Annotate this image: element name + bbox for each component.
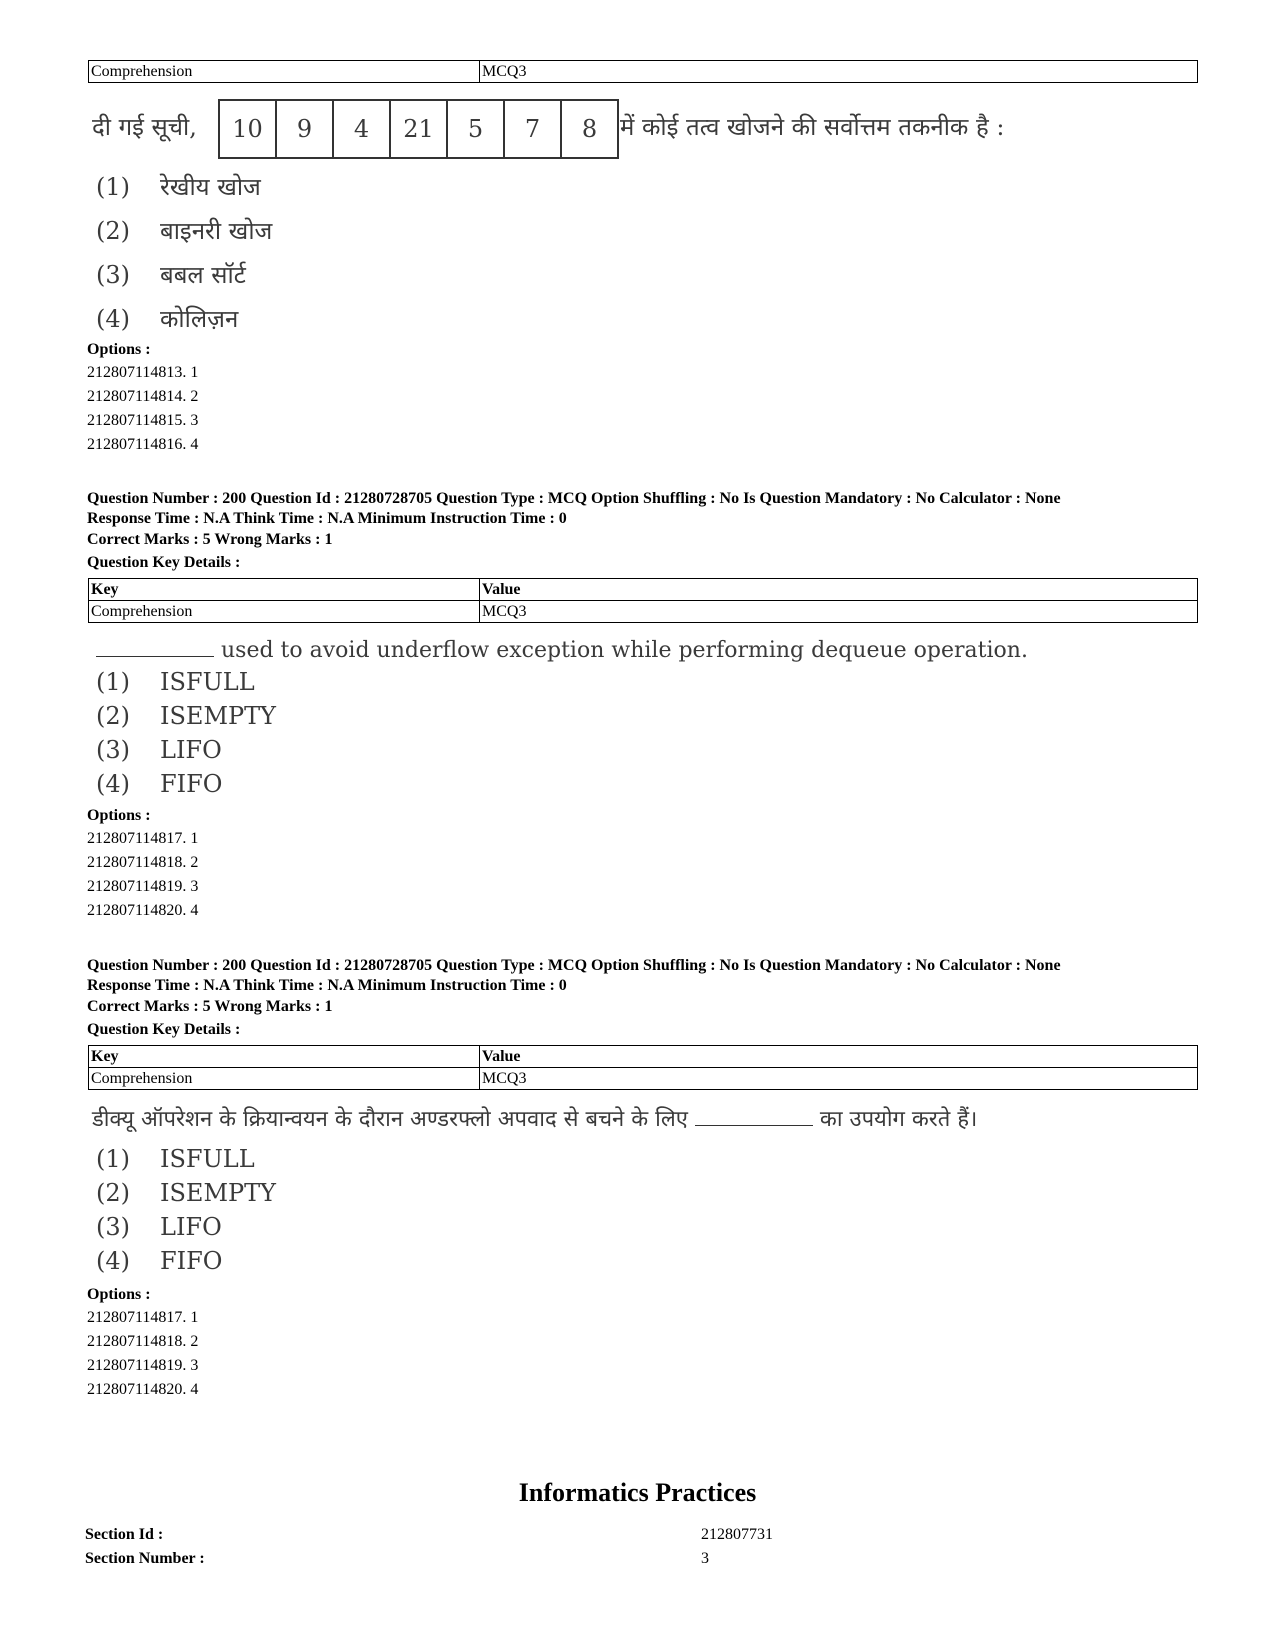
q1-list-array [218, 99, 619, 159]
option-item: 212807114813. 1 [87, 364, 199, 381]
choice-number: (1) [96, 1145, 130, 1173]
option-item: 212807114820. 4 [87, 902, 199, 919]
section-title: Informatics Practices [518, 1478, 757, 1507]
option-item: 212807114820. 4 [87, 1381, 199, 1398]
q1-prefix: दी गई सूची, [92, 113, 197, 141]
table-header-row [89, 579, 1198, 601]
q3-question-text-before: डीक्यू ऑपरेशन के क्रियान्वयन के दौरान अण्डरफ्लो अपवाद से बचने के लिए [92, 1107, 688, 1132]
option-item: 212807114815. 3 [87, 412, 199, 429]
question-meta-line2: Response Time : N.A Think Time : N.A Minimum Instruction Time : 0 [87, 510, 567, 527]
option-item: 212807114817. 1 [87, 1309, 199, 1326]
q3-question-text-after: का उपयोग करते हैं। [819, 1107, 978, 1132]
array-cell: 10 [220, 101, 277, 157]
array-cell: 8 [581, 115, 598, 143]
table-cell-key: Comprehension [89, 601, 480, 623]
q3-header [87, 956, 1061, 996]
choice-text: FIFO [160, 1247, 223, 1275]
array-cell: 5 [448, 101, 505, 157]
table-header-key: Key [89, 579, 480, 601]
choice-item [96, 1145, 276, 1179]
q2-choices [96, 668, 276, 804]
choice-text: ISEMPTY [160, 702, 277, 730]
choice-number: (3) [96, 261, 130, 289]
choice-text: LIFO [160, 1213, 222, 1241]
choice-number: (4) [96, 1247, 130, 1275]
option-item: 212807114818. 2 [87, 1333, 199, 1350]
question-meta-line2: Response Time : N.A Think Time : N.A Minimum Instruction Time : 0 [87, 977, 567, 994]
choice-item [96, 770, 276, 804]
choice-text: बाइनरी खोज [160, 217, 273, 245]
q2-options-list [87, 827, 198, 923]
choice-item [96, 302, 272, 342]
choice-number: (1) [96, 173, 130, 201]
q3-options-list [87, 1306, 198, 1402]
option-item: 212807114819. 3 [87, 1357, 199, 1374]
choice-item [96, 1179, 276, 1213]
choice-text: FIFO [160, 770, 223, 798]
q3-marks: Correct Marks : 5 Wrong Marks : 1 [87, 998, 333, 1015]
option-item: 212807114817. 1 [87, 830, 199, 847]
choice-number: (2) [96, 1179, 130, 1207]
choice-item [96, 702, 276, 736]
q3-question [92, 1103, 977, 1133]
choice-number: (3) [96, 1213, 130, 1241]
q2-header [87, 489, 1061, 529]
array-cell: 9 [277, 101, 334, 157]
table-cell-value: MCQ3 [480, 601, 1198, 623]
table-header-value: Value [480, 1046, 1198, 1068]
choice-text: LIFO [160, 736, 222, 764]
q2-question [96, 636, 1028, 663]
choice-item [96, 1247, 276, 1281]
option-item: 212807114818. 2 [87, 854, 199, 871]
choice-item [96, 258, 272, 302]
choice-item [96, 170, 272, 214]
q2-marks: Correct Marks : 5 Wrong Marks : 1 [87, 531, 333, 548]
table-row [89, 61, 1198, 83]
choice-text: ISEMPTY [160, 1179, 277, 1207]
section-number-value: 3 [701, 1550, 709, 1567]
choice-text: रेखीय खोज [160, 173, 261, 201]
q2-question-text: used to avoid underflow exception while performing dequeue operation. [221, 638, 1028, 663]
array-cell: 7 [505, 101, 562, 157]
section-id-label: Section Id : [85, 1526, 164, 1543]
q2-key-table [88, 578, 1198, 623]
table-row [89, 1068, 1198, 1090]
q1-options-list [87, 361, 198, 457]
option-item: 212807114819. 3 [87, 878, 199, 895]
table-cell-key: Comprehension [89, 61, 480, 83]
choice-text: बबल सॉर्ट [160, 261, 246, 289]
q2-options-label: Options : [87, 807, 151, 824]
choice-number: (2) [96, 702, 130, 730]
q3-key-details-label: Question Key Details : [87, 1021, 241, 1038]
question-meta-line1: Question Number : 200 Question Id : 21280728705 Question Type : MCQ Option Shuffling : No Is Question Mandatory : No Calculator : None [87, 957, 1061, 974]
q3-key-table [88, 1045, 1198, 1090]
answer-blank [96, 636, 214, 657]
array-cell: 4 [334, 101, 391, 157]
top-key-table [88, 60, 1198, 83]
section-number-label: Section Number : [85, 1550, 205, 1567]
q1-options-label: Options : [87, 341, 151, 358]
array-cell: 21 [391, 101, 448, 157]
q2-key-details-label: Question Key Details : [87, 554, 241, 571]
choice-item [96, 1213, 276, 1247]
table-cell-key: Comprehension [89, 1068, 480, 1090]
choice-text: कोलिज़न [160, 305, 239, 333]
choice-item [96, 668, 276, 702]
question-meta-line1: Question Number : 200 Question Id : 21280728705 Question Type : MCQ Option Shuffling : No Is Question Mandatory : No Calculator : None [87, 490, 1061, 507]
option-item: 212807114816. 4 [87, 436, 199, 453]
q1-suffix: में कोई तत्व खोजने की सर्वोत्तम तकनीक है : [620, 113, 1005, 141]
table-header-value: Value [480, 579, 1198, 601]
table-cell-value: MCQ3 [480, 1068, 1198, 1090]
section-id-value: 212807731 [701, 1526, 773, 1543]
choice-item [96, 736, 276, 770]
choice-item [96, 214, 272, 258]
choice-number: (1) [96, 668, 130, 696]
choice-number: (2) [96, 217, 130, 245]
answer-blank [695, 1105, 813, 1126]
choice-number: (4) [96, 770, 130, 798]
table-cell-value: MCQ3 [480, 61, 1198, 83]
q1-choices [96, 170, 272, 342]
table-header-row [89, 1046, 1198, 1068]
choice-text: ISFULL [160, 668, 255, 696]
q3-options-label: Options : [87, 1286, 151, 1303]
table-row [89, 601, 1198, 623]
option-item: 212807114814. 2 [87, 388, 199, 405]
choice-text: ISFULL [160, 1145, 255, 1173]
table-header-key: Key [89, 1046, 480, 1068]
q3-choices [96, 1145, 276, 1281]
choice-number: (3) [96, 736, 130, 764]
choice-number: (4) [96, 305, 130, 333]
